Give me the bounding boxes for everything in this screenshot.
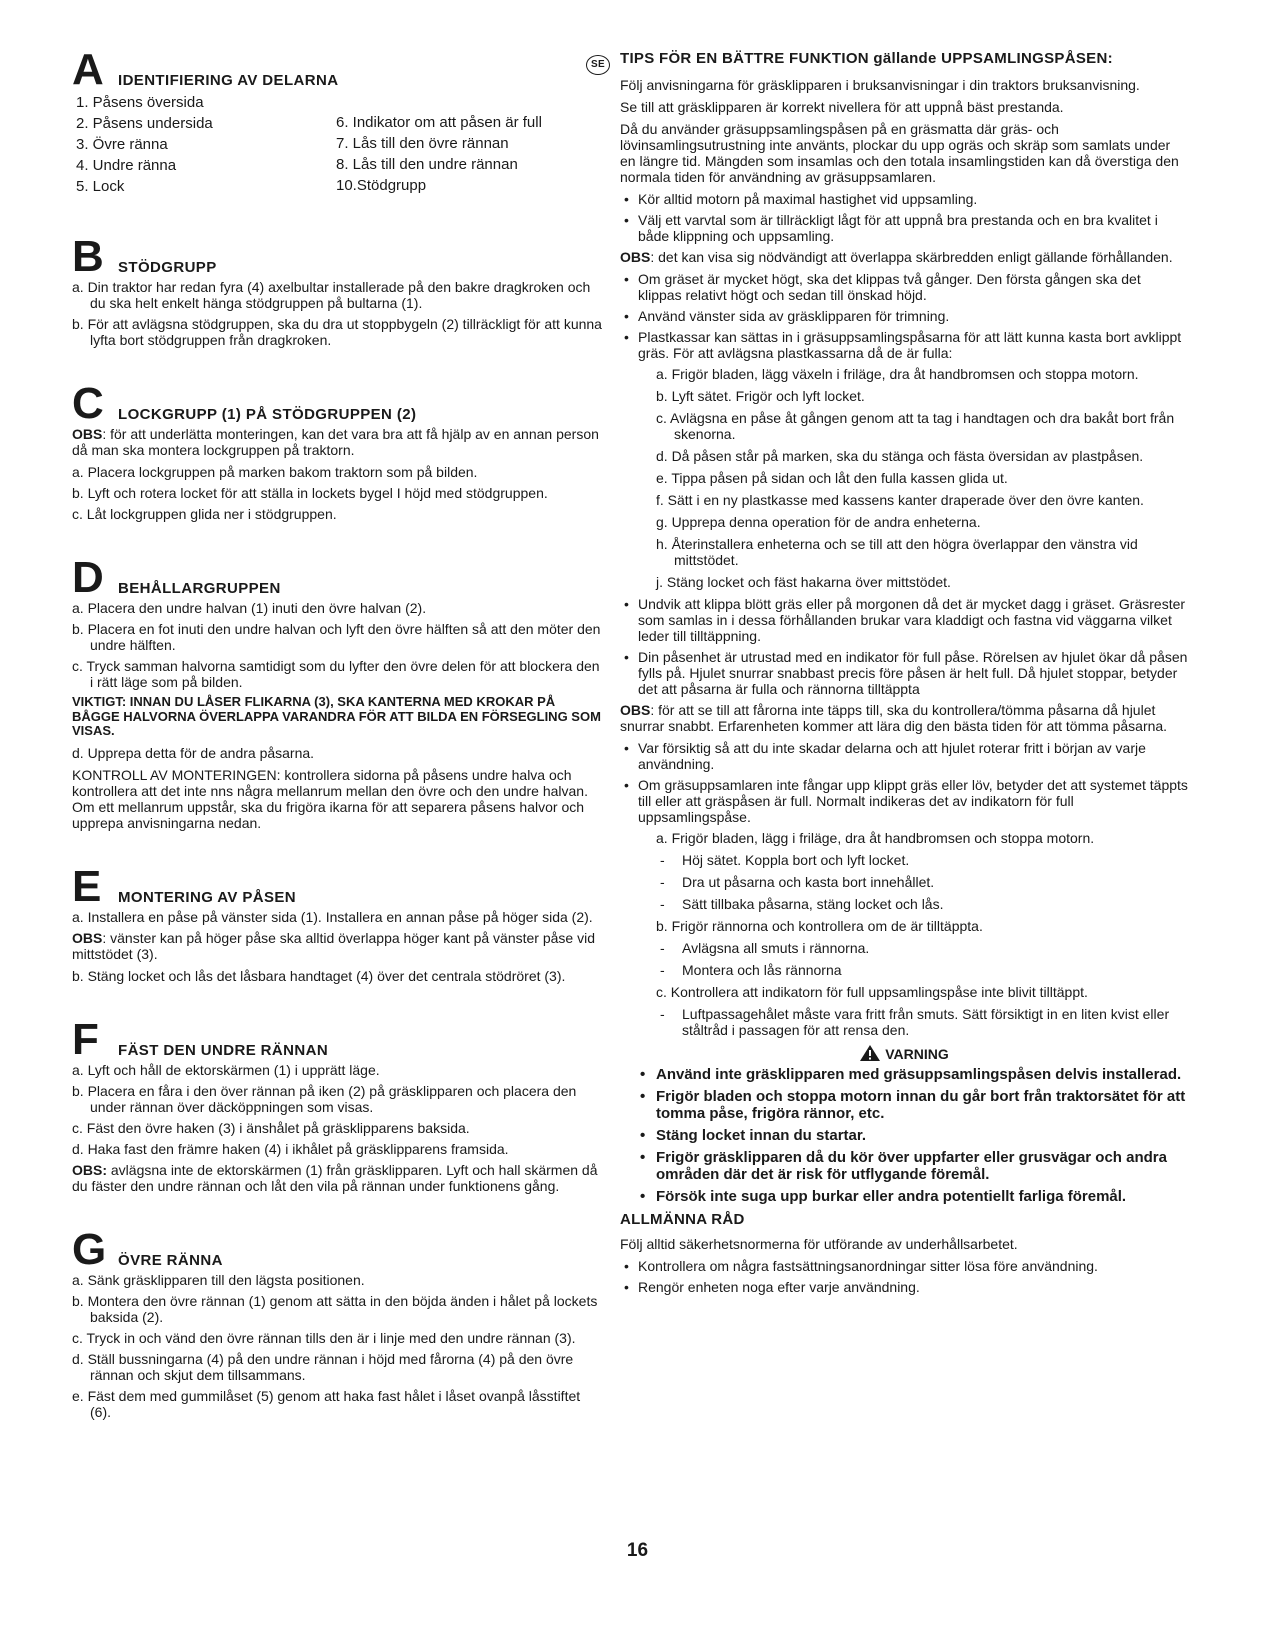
step-item: d. Då påsen står på marken, ska du stänga och fästa översidan av plastpåsen. bbox=[656, 448, 1144, 464]
list-item: 3. Övre ränna bbox=[76, 136, 168, 153]
obs-note: OBS: för att underlätta monteringen, kan det vara bra att få hjälp av en annan person då man ska montera lockgruppen på traktorn. bbox=[72, 426, 599, 458]
dash-item: - Sätt tillbaka påsarna, stäng locket och lås. bbox=[660, 896, 944, 912]
right-column bbox=[591, 50, 1188, 1300]
section-letter: E bbox=[72, 861, 102, 911]
section-title: IDENTIFIERING AV DELARNA bbox=[118, 72, 339, 89]
step-item: h. Återinstallera enheterna och se till att den högra överlappar den vänstra vid mittstödet. bbox=[656, 536, 1138, 568]
list-item: b. För att avlägsna stödgruppen, ska du dra ut stoppbygeln (2) tillräckligt för att kunna lyfta bort stödgruppen från dragkroken. bbox=[72, 316, 602, 348]
list-item: b. Stäng locket och lås det låsbara handtaget (4) över det centrala stödröret (3). bbox=[72, 967, 566, 984]
step-item: a. Frigör bladen, lägg i friläge, dra åt handbromsen och stoppa motorn. bbox=[656, 830, 1095, 846]
section-d bbox=[72, 553, 602, 831]
dash-item: - Montera och lås rännorna bbox=[660, 962, 842, 978]
section-letter: A bbox=[72, 45, 104, 94]
warning-item: • Frigör bladen och stoppa motorn innan du går bort från traktorsätet för att tomma påse, frigöra rännor, etc. bbox=[620, 1088, 1188, 1122]
step-item: e. Tippa påsen på sidan och låt den fulla kassen glida ut. bbox=[656, 470, 1008, 486]
step-item: c. Avlägsna en påse åt gången genom att ta tag i handtagen och dra bakåt bort från skenorna. bbox=[656, 410, 1175, 442]
left-column bbox=[72, 45, 602, 1438]
bullet-item: • Kontrollera om några fastsättningsanordningar sitter lösa före användning. bbox=[620, 1258, 1188, 1274]
list-item: b. Placera en fåra i den över rännan på iken (2) på gräsklipparen och placera den under rännan över däcköppningen som visas. bbox=[72, 1082, 577, 1115]
list-item: 8. Lås till den undre rännan bbox=[336, 156, 518, 173]
page-number: 16 bbox=[626, 1540, 649, 1561]
bullet-item: • Kör alltid motorn på maximal hastighet vid uppsamling. bbox=[620, 191, 1188, 207]
section-letter: C bbox=[72, 379, 104, 428]
assembly-check: KONTROLL AV MONTERINGEN: kontrollera sidorna på påsens undre halva och kontrollera att det inte nns några mellanrum mellan den övre och den undre halvan. Om ett mellanrum uppstår, ska du frigöra ikarna för att separera påsens halvor och upprepa anvisningarna nedan. bbox=[72, 766, 588, 831]
dash-item: - Höj sätet. Koppla bort och lyft locket. bbox=[660, 852, 910, 868]
bullet-item: • Rengör enheten noga efter varje användning. bbox=[620, 1279, 1188, 1295]
list-item: a. Installera en påse på vänster sida (1). Installera en annan påse på höger sida (2). bbox=[72, 908, 593, 925]
list-item: d. Ställ bussningarna (4) på den undre rännan i höjd med fårorna (4) på den övre rännan och skjut dem tillsammans. bbox=[72, 1350, 574, 1383]
section-letter: F bbox=[72, 1014, 99, 1064]
section-title: BEHÅLLARGRUPPEN bbox=[118, 580, 281, 597]
language-badge: SE bbox=[586, 55, 610, 75]
section-f bbox=[72, 1014, 602, 1194]
list-item: 5. Lock bbox=[76, 178, 125, 195]
list-item: 7. Lås till den övre rännan bbox=[336, 135, 509, 152]
step-item: b. Lyft sätet. Frigör och lyft locket. bbox=[656, 388, 865, 404]
warning-triangle-icon bbox=[859, 1044, 881, 1062]
obs-note: OBS: för att se till att fårorna inte täpps till, ska du kontrollera/tömma påsarna då hjulet snurrar snabbt. Erfarenheten kommer att lära dig den bästa tiden för att tömma påsarna. bbox=[620, 702, 1168, 734]
paragraph: Följ anvisningarna för gräsklipparen i bruksanvisningar i din traktors bruksanvisning. bbox=[620, 77, 1140, 93]
section-title: MONTERING AV PÅSEN bbox=[118, 888, 297, 906]
step-item: c. Kontrollera att indikatorn för full uppsamlingspåse inte blivit tilltäppt. bbox=[656, 984, 1088, 1000]
bullet-item: • Välj ett varvtal som är tillräckligt lågt för att uppnå bra prestanda och en bra kvalitet i både klippning och uppsamling. bbox=[620, 212, 1188, 244]
bullet-item: • Din påsenhet är utrustad med en indikator för full påse. Rörelsen av hjulet ökar då påsen fylls på. Hjulet snurrar snabbast precis före påsen är helt full. Då hjulet stoppar, betyder det att påsarna är fulla och rännorna tilltäppta bbox=[620, 649, 1188, 697]
dash-item: - Dra ut påsarna och kasta bort innehållet. bbox=[660, 874, 935, 890]
list-item: a. Lyft och håll de ektorskärmen (1) i upprätt läge. bbox=[72, 1061, 380, 1078]
warning-item: • Använd inte gräsklipparen med gräsuppsamlingspåsen delvis installerad. bbox=[620, 1066, 1188, 1083]
list-item: c. Låt lockgruppen glida ner i stödgruppen. bbox=[72, 506, 337, 522]
section-g bbox=[72, 1224, 602, 1420]
section-e bbox=[72, 861, 602, 984]
tips-title: SE TIPS FÖR EN BÄTTRE FUNKTION gällande UPPSAMLINGSPÅSEN: bbox=[620, 50, 1188, 67]
section-a bbox=[72, 45, 602, 197]
list-item: 1. Påsens översida bbox=[76, 94, 204, 111]
list-item: 6. Indikator om att påsen är full bbox=[336, 114, 542, 131]
section-title: ÖVRE RÄNNA bbox=[118, 1251, 223, 1269]
warning-item: • Försök inte suga upp burkar eller andra potentiellt farliga föremål. bbox=[620, 1188, 1188, 1205]
section-letter: B bbox=[72, 232, 104, 281]
list-item: d. Upprepa detta för de andra påsarna. bbox=[72, 744, 315, 761]
warning-item: • Stäng locket innan du startar. bbox=[620, 1127, 1188, 1144]
section-letter: G bbox=[72, 1224, 107, 1274]
obs-note: OBS: det kan visa sig nödvändigt att överlappa skärbredden enligt gällande förhållanden. bbox=[620, 249, 1173, 265]
step-item: f. Sätt i en ny plastkasse med kassens kanter draperade över den övre kanten. bbox=[656, 492, 1144, 508]
section-title: STÖDGRUPP bbox=[118, 259, 217, 276]
bullet-item: • Undvik att klippa blött gräs eller på morgonen då det är mycket dagg i gräset. Gräsrester som samlas in i dessa förhållanden brukar vara kladdigt och fastna vid väggarna vilket leder till tilltäppning. bbox=[620, 596, 1188, 644]
section-letter: D bbox=[72, 553, 104, 602]
step-item: g. Upprepa denna operation för de andra enheterna. bbox=[656, 514, 981, 530]
bullet-item: • Om gräset är mycket högt, ska det klippas två gånger. Den första gången ska det klippas relativt högt och sedan till önskad höjd. bbox=[620, 271, 1188, 303]
list-item: c. Tryck in och vänd den övre rännan tills den är i linje med den undre rännan (3). bbox=[72, 1329, 576, 1346]
step-item: j. Stäng locket och fäst hakarna över mittstödet. bbox=[656, 574, 951, 590]
dash-item: - Luftpassagehålet måste vara fritt från smuts. Sätt försiktigt in en liten kvist eller ståltråd i passagen för att rensa den. bbox=[660, 1006, 1170, 1038]
section-c bbox=[72, 379, 602, 522]
bullet-item: • Var försiktig så att du inte skadar delarna och att hjulet roterar fritt i början av varje användning. bbox=[620, 740, 1188, 772]
list-item: e. Fäst dem med gummilåset (5) genom att haka fast hålet i låset ovanpå låsstiftet (6). bbox=[72, 1387, 581, 1420]
parts-list bbox=[72, 92, 602, 197]
list-item: d. Haka fast den främre haken (4) i ikhålet på gräsklipparens framsida. bbox=[72, 1140, 509, 1157]
list-item: a. Din traktor har redan fyra (4) axelbultar installerade på den bakre dragkroken och du ska helt enkelt hänga stödgruppen på bultarna (1). bbox=[72, 279, 591, 311]
paragraph: Då du använder gräsuppsamlingspåsen på en gräsmatta där gräs- och lövinsamlingsutrustning inte använts, plockar du upp ogräs och skräp som samlats under en längre tid. Mängden som insamlas och den totala insamlingstiden kan då överstiga den normala tiden för användning av gräsuppsamlaren. bbox=[620, 121, 1179, 185]
list-item: a. Placera lockgruppen på marken bakom traktorn som på bilden. bbox=[72, 464, 478, 480]
paragraph: Följ alltid säkerhetsnormerna för utförande av underhållsarbetet. bbox=[620, 1236, 1018, 1252]
list-item: 2. Påsens undersida bbox=[76, 115, 213, 132]
list-item: b. Placera en fot inuti den undre halvan och lyft den övre hälften så att den möter den undre hälften. bbox=[72, 621, 601, 653]
paragraph: Se till att gräsklipparen är korrekt nivellera för att uppnå bäst prestanda. bbox=[620, 99, 1064, 115]
section-title: LOCKGRUPP (1) PÅ STÖDGRUPPEN (2) bbox=[118, 406, 417, 423]
warning-item: • Frigör gräsklipparen då du kör över uppfarter eller grusvägar och andra områden där det är risk för utflygande föremål. bbox=[620, 1149, 1188, 1183]
step-item: b. Frigör rännorna och kontrollera om de är tilltäppta. bbox=[656, 918, 983, 934]
bullet-item: • Om gräsuppsamlaren inte fångar upp klippt gräs eller löv, betyder det att systemet täppts till eller att gräspåsen är full. Normalt indikeras det av indikatorn för full uppsamlingspåse. bbox=[620, 777, 1188, 825]
bullet-item: • Plastkassar kan sättas in i gräsuppsamlingspåsarna för att lätt kunna kasta bort avklippt gräs. För att avlägsna plastkassarna då de är fulla: bbox=[620, 329, 1188, 361]
dash-item: - Avlägsna all smuts i rännorna. bbox=[660, 940, 870, 956]
step-item: a. Frigör bladen, lägg växeln i friläge, dra åt handbromsen och stoppa motorn. bbox=[656, 366, 1139, 382]
warning-header: VARNING bbox=[620, 1044, 1188, 1062]
list-item: b. Montera den övre rännan (1) genom att sätta in den böjda änden i hålet på lockets baksida (2). bbox=[72, 1292, 598, 1325]
list-item: c. Tryck samman halvorna samtidigt som du lyfter den övre delen för att blockera den i rätt läge som på bilden. bbox=[72, 658, 600, 690]
bullet-item: • Använd vänster sida av gräsklipparen för trimning. bbox=[620, 308, 1188, 324]
list-item: a. Sänk gräsklipparen till den lägsta positionen. bbox=[72, 1271, 365, 1288]
list-item: 4. Undre ränna bbox=[76, 157, 177, 174]
section-b bbox=[72, 232, 602, 348]
obs-note: OBS: avlägsna inte de ektorskärmen (1) från gräsklipparen. Lyft och hall skärmen då du fäster den undre rännan och låt den vila på rännan under funktionens gång. bbox=[72, 1161, 598, 1194]
important-warning: VIKTIGT: INNAN DU LÅSER FLIKARNA (3), SKA KANTERNA MED KROKAR PÅ BÅGGE HALVORNA ÖVERLAPPA VARANDRA FÖR ATT BILDA EN FÖRSEGLING SOM VISAS. bbox=[72, 694, 601, 738]
list-item: c. Fäst den övre haken (3) i änshålet på gräsklipparens baksida. bbox=[72, 1119, 470, 1136]
general-advice-title: ALLMÄNNA RÅD bbox=[620, 1211, 745, 1228]
list-item: 10.Stödgrupp bbox=[336, 177, 427, 194]
obs-note: OBS: vänster kan på höger påse ska alltid överlappa höger kant på vänster påse vid mittstödet (3). bbox=[72, 929, 595, 962]
list-item: b. Lyft och rotera locket för att ställa in lockets bygel I höjd med stödgruppen. bbox=[72, 485, 548, 501]
section-title: FÄST DEN UNDRE RÄNNAN bbox=[118, 1041, 329, 1059]
list-item: a. Placera den undre halvan (1) inuti den övre halvan (2). bbox=[72, 600, 427, 616]
